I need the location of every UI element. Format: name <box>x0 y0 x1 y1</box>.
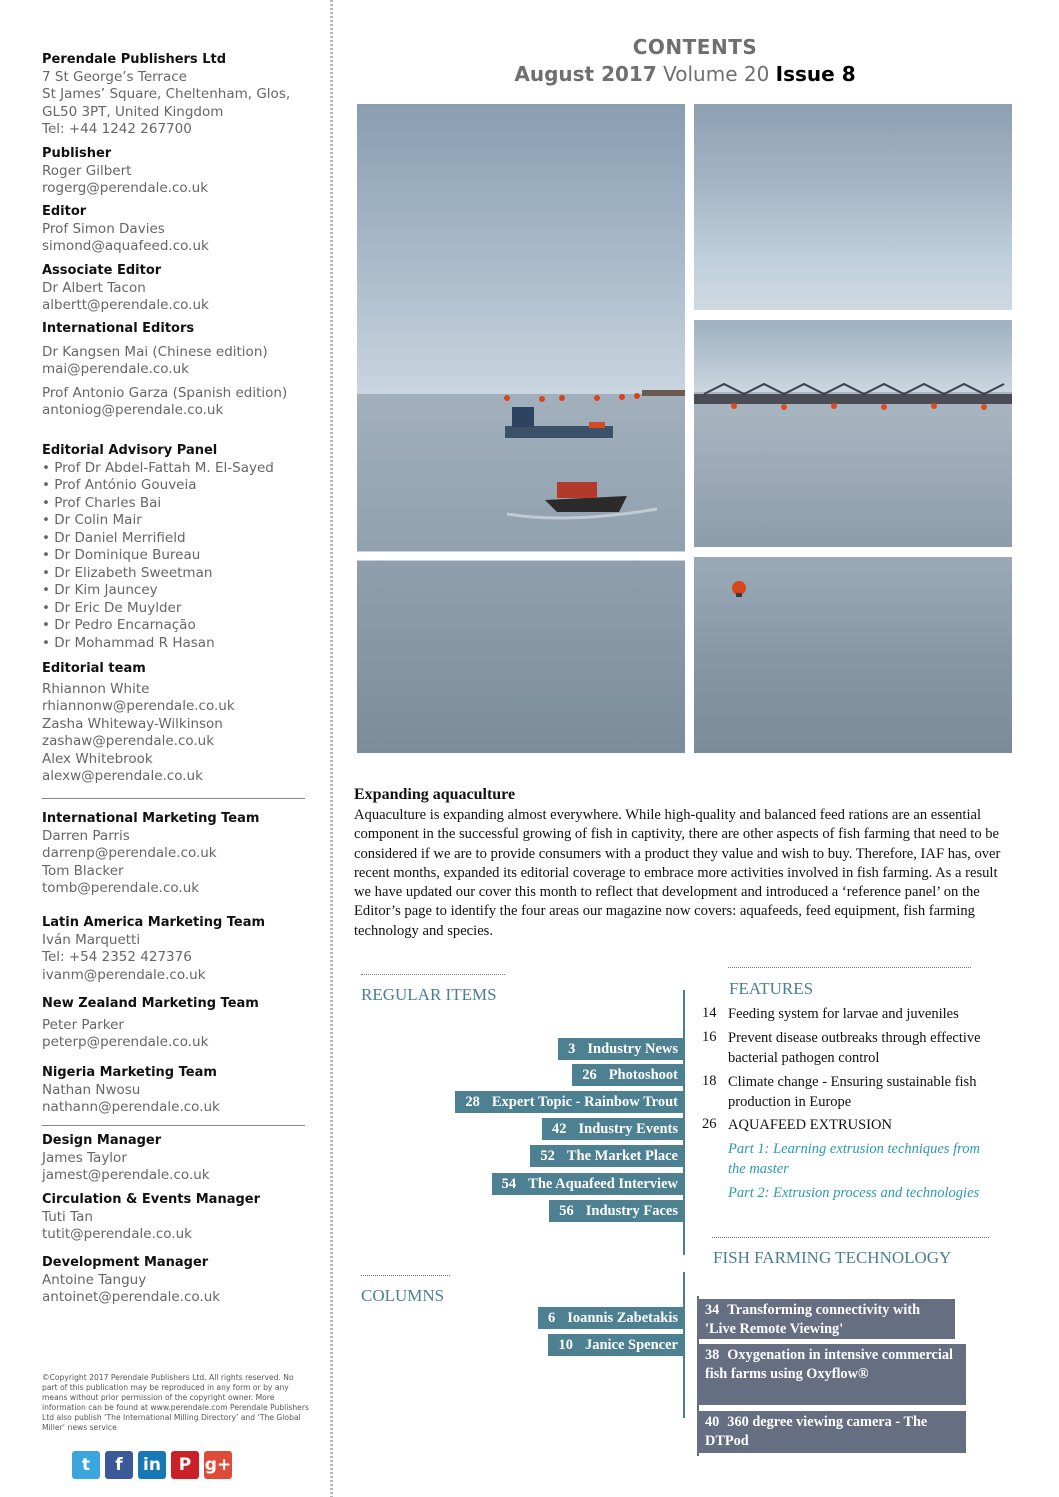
publisher-contact <box>42 145 312 198</box>
toc-title: Janice Spencer <box>584 1337 678 1353</box>
contact-email[interactable]: albertt@perendale.co.uk <box>42 297 209 313</box>
divider <box>42 1125 305 1126</box>
toc-title: Industry Faces <box>585 1203 678 1219</box>
design-manager <box>42 1132 312 1185</box>
section-rule <box>361 974 505 975</box>
nz-marketing-team <box>42 995 312 1052</box>
toc-item-dtpod[interactable] <box>699 1411 966 1453</box>
contact-name: Peter Parker <box>42 1016 124 1033</box>
toc-item-industry-faces[interactable] <box>549 1200 684 1222</box>
buoy-photo <box>694 557 1012 753</box>
panel-member: • Dr Daniel Merrifield <box>42 529 186 546</box>
international-editors <box>42 320 312 420</box>
toc-title: 360 degree viewing camera - The DTPod <box>705 1414 928 1449</box>
panel-member: • Dr Kim Jauncey <box>42 582 158 598</box>
panel-member: • Dr Colin Mair <box>42 512 142 528</box>
contact-name: Roger Gilbert <box>42 162 132 179</box>
toc-page: 16 <box>702 1029 717 1045</box>
address-line: GL50 3PT, United Kingdom <box>42 103 224 120</box>
section-heading: Latin America Marketing Team <box>42 915 266 930</box>
contact-name: James Taylor <box>42 1149 127 1166</box>
section-heading: International Marketing Team <box>42 811 260 826</box>
panel-member: • Prof Dr Abdel-Fattah M. El-Sayed <box>42 459 274 476</box>
toc-title: Oxygenation in intensive commercial fish farms using Oxyflow® <box>705 1347 953 1382</box>
address-line: St James’ Square, Cheltenham, Glos, <box>42 86 291 102</box>
nigeria-marketing-team <box>42 1064 312 1117</box>
contact-email[interactable]: simond@aquafeed.co.uk <box>42 238 209 254</box>
toc-page: 52 <box>540 1148 555 1164</box>
publisher-block <box>42 51 312 139</box>
googleplus-icon[interactable]: g+ <box>204 1451 232 1479</box>
issue-number: Issue 8 <box>775 62 856 86</box>
toc-page: 34 <box>705 1302 720 1318</box>
divider <box>42 798 305 799</box>
fish-farming-heading: FISH FARMING TECHNOLOGY <box>713 1248 952 1267</box>
contact-email[interactable]: jamest@perendale.co.uk <box>42 1167 210 1183</box>
toc-title: The Aquafeed Interview <box>528 1176 678 1192</box>
section-heading: Editor <box>42 204 87 219</box>
article-body: Aquaculture is expanding almost everywhere. While high-quality and balanced feed rations are an essential component in the successful growing of fish in captivity, there are other aspects of fish farming that need to be considered if we are to provide consumers with a product they value and wish to buy. Therefore, IAF has, over recent months, expanded its editorial coverage to embrace more activities involved in fish farming. As a result we have updated our cover this month to reflect that development and introduced a ‘reference panel’ on the Editor’s page to identify the four areas our magazine now covers: aquafeeds, feed equipment, fish farming technology and species. <box>354 807 1001 939</box>
toc-page: 38 <box>705 1347 720 1363</box>
contact-email[interactable]: antoniog@perendale.co.uk <box>42 402 224 418</box>
contact-name: Zasha Whiteway-Wilkinson <box>42 715 223 732</box>
development-manager <box>42 1254 312 1307</box>
panel-member: • Dr Eric De Muylder <box>42 599 182 616</box>
phone-line: Tel: +54 2352 427376 <box>42 949 192 965</box>
toc-title: Transforming connectivity with 'Live Remote Viewing' <box>705 1302 921 1337</box>
section-heading: International Editors <box>42 321 195 336</box>
toc-page: 28 <box>465 1094 480 1110</box>
contact-name: Prof Simon Davies <box>42 220 165 237</box>
contact-email[interactable]: tutit@perendale.co.uk <box>42 1226 192 1242</box>
section-heading: Development Manager <box>42 1255 209 1270</box>
contact-name: Iván Marquetti <box>42 931 141 948</box>
sidebar-border <box>330 0 333 1497</box>
toc-item-industry-news[interactable] <box>558 1038 684 1060</box>
intl-marketing-team <box>42 810 312 898</box>
section-rule <box>361 1275 450 1276</box>
page-title: CONTENTS <box>632 35 758 59</box>
section-heading: Design Manager <box>42 1133 162 1148</box>
photo-tile-sky <box>694 104 1012 310</box>
toc-item-live-remote-viewing[interactable] <box>699 1299 955 1339</box>
panel-member: • Prof António Gouveia <box>42 477 197 493</box>
contact-name: Alex Whitebrook <box>42 750 153 767</box>
contact-email[interactable]: tomb@perendale.co.uk <box>42 880 200 896</box>
toc-page: 18 <box>702 1073 717 1089</box>
toc-item-photoshoot[interactable] <box>572 1064 684 1086</box>
contact-name: Rhiannon White <box>42 680 150 697</box>
fish-pens-photo <box>694 320 1012 547</box>
toc-item-feeding-system[interactable]: Feeding system for larvae and juveniles <box>728 1006 959 1022</box>
toc-page: 10 <box>558 1337 573 1353</box>
contact-email[interactable]: alexw@perendale.co.uk <box>42 768 203 784</box>
columns-heading: COLUMNS <box>361 1286 445 1305</box>
toc-title: Ioannis Zabetakis <box>567 1310 678 1326</box>
toc-page: 40 <box>705 1414 720 1430</box>
contact-email[interactable]: rhiannonw@perendale.co.uk <box>42 698 235 714</box>
company-name: Perendale Publishers Ltd <box>42 52 226 67</box>
contact-email[interactable]: antoinet@perendale.co.uk <box>42 1289 221 1305</box>
toc-item-spencer[interactable] <box>548 1334 684 1356</box>
toc-page: 26 <box>582 1067 597 1083</box>
address-line: 7 St George’s Terrace <box>42 68 187 85</box>
toc-page: 56 <box>559 1203 574 1219</box>
toc-item-market-place[interactable] <box>530 1145 684 1167</box>
toc-subitem-part-1[interactable]: Part 1: Learning extrusion techniques from the master <box>728 1141 980 1177</box>
contact-name: Tom Blacker <box>42 862 124 879</box>
toc-page: 42 <box>551 1121 567 1137</box>
section-heading: Publisher <box>42 146 112 161</box>
toc-page: 3 <box>568 1041 576 1057</box>
toc-item-zabetakis[interactable] <box>538 1307 684 1329</box>
toc-title: Photoshoot <box>608 1067 678 1083</box>
toc-item-expert-topic[interactable] <box>455 1091 684 1113</box>
section-heading: New Zealand Marketing Team <box>42 996 259 1011</box>
contact-name: Dr Kangsen Mai (Chinese edition) <box>42 343 268 360</box>
issue-date: August 2017 <box>514 62 657 86</box>
toc-page: 6 <box>547 1310 556 1326</box>
panel-member: • Prof Charles Bai <box>42 494 162 511</box>
circulation-manager <box>42 1191 312 1244</box>
toc-title: Expert Topic - Rainbow Trout <box>491 1094 678 1110</box>
panel-member: • Dr Mohammad R Hasan <box>42 634 215 651</box>
twitter-icon[interactable]: t <box>72 1451 100 1479</box>
toc-title: Industry Events <box>578 1121 678 1137</box>
toc-title: Industry News <box>587 1041 678 1057</box>
features-heading: FEATURES <box>729 979 814 998</box>
editor-contact <box>42 203 312 256</box>
toc-page: 14 <box>702 1005 717 1021</box>
regular-items-heading: REGULAR ITEMS <box>361 985 497 1004</box>
photo-tile-buoy <box>694 557 1012 753</box>
contact-email[interactable]: zashaw@perendale.co.uk <box>42 733 215 749</box>
toc-item-aquafeed-extrusion[interactable]: AQUAFEED EXTRUSION <box>728 1117 892 1133</box>
toc-item-climate-change[interactable]: Climate change - Ensuring sustainable fish production in Europe <box>728 1074 977 1110</box>
panel-member: • Dr Pedro Encarnação <box>42 617 196 633</box>
contact-email[interactable]: mai@perendale.co.uk <box>42 361 189 377</box>
contact-name: Nathan Nwosu <box>42 1081 141 1098</box>
section-heading: Nigeria Marketing Team <box>42 1065 217 1080</box>
latam-marketing-team <box>42 914 312 984</box>
article-title: Expanding aquaculture <box>354 786 516 803</box>
copyright-notice: ©Copyright 2017 Perendale Publishers Ltd. All rights reserved. No part of this publication may be reproduced in any form or by any means without prior permission of the copyright owner. More information can be found at www.perendale.com Perendale Publishers Ltd also publish ‘The International Milling Directory’ and ‘The Global Miller’ news service <box>42 1373 309 1432</box>
contact-name: Darren Parris <box>42 827 130 844</box>
panel-member: • Dr Dominique Bureau <box>42 547 201 563</box>
section-rule <box>728 967 971 968</box>
contact-name: Prof Antonio Garza (Spanish edition) <box>42 384 288 401</box>
issue-info <box>500 62 870 86</box>
toc-subitem-part-2[interactable]: Part 2: Extrusion process and technologies <box>728 1185 980 1201</box>
linkedin-icon[interactable]: in <box>138 1451 166 1479</box>
contact-email[interactable]: ivanm@perendale.co.uk <box>42 966 206 983</box>
section-rule <box>712 1237 989 1238</box>
phone-line: Tel: +44 1242 267700 <box>42 121 192 137</box>
photo-tile-pens <box>694 320 1012 547</box>
associate-editor-contact <box>42 262 312 315</box>
harbour-photo <box>357 104 685 753</box>
social-links <box>72 1451 232 1479</box>
toc-item-industry-events[interactable] <box>542 1118 684 1140</box>
masthead-sidebar <box>0 0 330 1497</box>
contact-email[interactable]: nathann@perendale.co.uk <box>42 1099 220 1115</box>
toc-item-disease-outbreaks[interactable]: Prevent disease outbreaks through effective bacterial pathogen control <box>728 1030 981 1066</box>
advisory-panel <box>42 442 312 652</box>
facebook-icon[interactable]: f <box>105 1451 133 1479</box>
toc-page: 54 <box>501 1176 517 1192</box>
panel-member: • Dr Elizabeth Sweetman <box>42 564 213 581</box>
contact-name: Dr Albert Tacon <box>42 279 146 296</box>
toc-page: 26 <box>702 1116 717 1132</box>
contact-name: Antoine Tanguy <box>42 1271 147 1288</box>
toc-title: The Market Place <box>566 1148 678 1164</box>
section-heading: Associate Editor <box>42 263 162 278</box>
editorial-team <box>42 660 312 786</box>
contact-name: Tuti Tan <box>42 1208 93 1225</box>
toc-item-aquafeed-interview[interactable] <box>492 1173 684 1195</box>
toc-item-oxyflow[interactable] <box>699 1344 966 1405</box>
section-heading: Editorial Advisory Panel <box>42 443 218 458</box>
section-heading: Editorial team <box>42 661 146 676</box>
section-heading: Circulation & Events Manager <box>42 1192 261 1207</box>
issue-volume: Volume 20 <box>663 62 770 86</box>
photo-tile-main <box>357 104 685 753</box>
contact-email[interactable]: peterp@perendale.co.uk <box>42 1034 209 1050</box>
contact-email[interactable]: rogerg@perendale.co.uk <box>42 180 209 196</box>
pinterest-icon[interactable]: P <box>171 1451 199 1479</box>
contact-email[interactable]: darrenp@perendale.co.uk <box>42 845 217 861</box>
